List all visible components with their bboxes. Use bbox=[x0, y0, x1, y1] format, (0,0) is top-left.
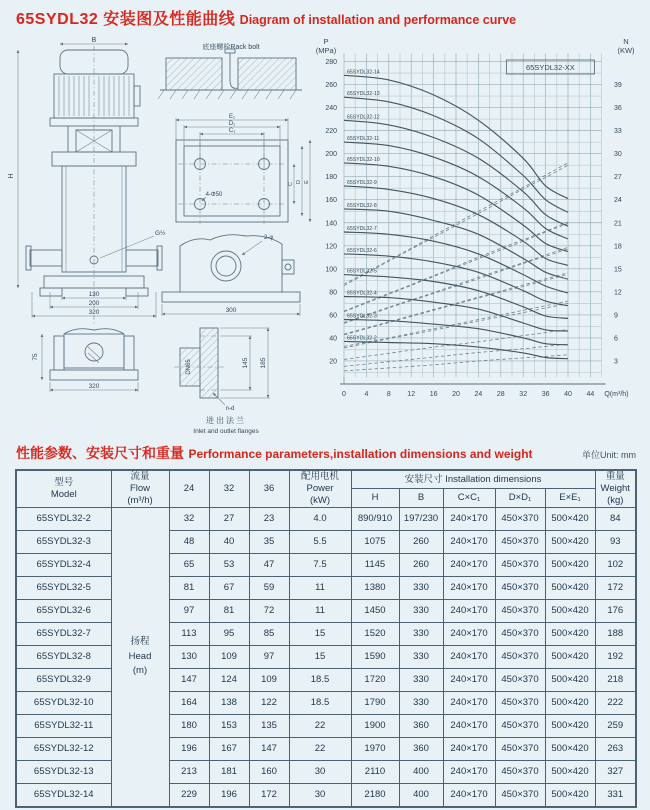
table-cell: 450×370 bbox=[495, 737, 545, 760]
table-cell: 450×370 bbox=[495, 576, 545, 599]
table-cell: 30 bbox=[289, 783, 351, 807]
table-cell: 240×170 bbox=[443, 691, 495, 714]
col-header-flow-en: Flow bbox=[129, 482, 151, 494]
right-axis-tick: 39 bbox=[614, 82, 622, 90]
table-cell: 229 bbox=[169, 783, 209, 807]
dim-label-300: 300 bbox=[225, 307, 237, 314]
table-cell: 2110 bbox=[351, 760, 399, 783]
rack-bolt-detail bbox=[158, 42, 302, 99]
left-axis-tick: 280 bbox=[325, 59, 337, 67]
table-cell: 450×370 bbox=[495, 691, 545, 714]
table-cell: 84 bbox=[595, 507, 636, 530]
flange-section-view bbox=[174, 328, 270, 435]
table-cell: 400 bbox=[399, 760, 443, 783]
table-cell: 11 bbox=[289, 599, 351, 622]
table-row bbox=[16, 645, 636, 668]
table-cell: 450×370 bbox=[495, 507, 545, 530]
x-axis-tick: 24 bbox=[474, 391, 483, 398]
table-cell: 67 bbox=[209, 576, 249, 599]
table-cell: 1075 bbox=[351, 530, 399, 553]
curve-label: 65SYDL32-2 bbox=[347, 335, 377, 342]
table-cell: 259 bbox=[595, 714, 636, 737]
model-cell: 65SYDL32-13 bbox=[16, 760, 111, 783]
table-cell: 500×420 bbox=[545, 783, 595, 807]
x-axis-tick: 40 bbox=[564, 391, 572, 398]
nd-label: n-d bbox=[225, 406, 235, 412]
page-title bbox=[16, 6, 516, 29]
table-cell: 1720 bbox=[351, 668, 399, 691]
x-axis-tick: 28 bbox=[496, 391, 505, 398]
dim-label-e1: E₁ bbox=[228, 114, 236, 120]
table-cell: 240×170 bbox=[443, 622, 495, 645]
table-cell: 15 bbox=[289, 622, 351, 645]
table-cell: 890/910 bbox=[351, 507, 399, 530]
table-cell: 4.0 bbox=[289, 507, 351, 530]
table-cell: 500×420 bbox=[545, 553, 595, 576]
left-axis-tick: 140 bbox=[325, 220, 337, 228]
curve-label: 65SYDL32-11 bbox=[347, 136, 380, 143]
table-cell: 500×420 bbox=[545, 507, 595, 530]
section2-title-zh: 性能参数、安装尺寸和重量 bbox=[16, 445, 184, 461]
col-header-power-zh: 配用电机 bbox=[300, 471, 339, 482]
col-header-dim-h: H bbox=[351, 489, 399, 507]
unit-note: 单位Unit: mm bbox=[581, 450, 636, 460]
x-axis-tick: 12 bbox=[407, 391, 416, 398]
table-cell: 23 bbox=[249, 507, 289, 530]
table-row bbox=[16, 691, 636, 714]
bracket-label: 2-φ bbox=[264, 235, 274, 241]
table-cell: 500×420 bbox=[545, 599, 595, 622]
flange-caption-zh: 进出法兰 bbox=[206, 416, 246, 425]
left-axis-tick: 180 bbox=[325, 174, 337, 182]
table-cell: 330 bbox=[399, 645, 443, 668]
spec-table bbox=[15, 469, 637, 808]
table-cell: 331 bbox=[595, 783, 636, 807]
table-cell: 500×420 bbox=[545, 622, 595, 645]
left-axis-tick: 20 bbox=[329, 358, 337, 366]
table-cell: 11 bbox=[289, 576, 351, 599]
pump-front-view bbox=[8, 37, 166, 326]
right-axis-tick: 36 bbox=[614, 105, 622, 113]
col-header-model-zh: 型号 bbox=[54, 476, 74, 488]
table-cell: 164 bbox=[169, 691, 209, 714]
table-cell: 97 bbox=[169, 599, 209, 622]
right-axis-tick: 30 bbox=[614, 151, 622, 159]
table-row bbox=[16, 622, 636, 645]
table-cell: 2180 bbox=[351, 783, 399, 807]
left-axis-tick: 40 bbox=[329, 335, 337, 343]
col-header-weight-en: Weight bbox=[600, 482, 630, 494]
table-cell: 240×170 bbox=[443, 760, 495, 783]
table-cell: 109 bbox=[209, 645, 249, 668]
curve-label: 65SYDL32-10 bbox=[347, 156, 380, 163]
table-cell: 147 bbox=[249, 737, 289, 760]
left-axis-label: P bbox=[323, 37, 329, 46]
right-axis-tick: 18 bbox=[614, 243, 622, 251]
table-cell: 85 bbox=[249, 622, 289, 645]
table-cell: 181 bbox=[209, 760, 249, 783]
table-cell: 65 bbox=[169, 553, 209, 576]
model-cell: 65SYDL32-3 bbox=[16, 530, 111, 553]
dim-label-130: 130 bbox=[88, 291, 100, 298]
table-cell: 240×170 bbox=[443, 530, 495, 553]
mounting-plate-view bbox=[176, 114, 310, 224]
model-cell: 65SYDL32-10 bbox=[16, 691, 111, 714]
table-cell: 450×370 bbox=[495, 599, 545, 622]
performance-curve-chart bbox=[306, 34, 646, 440]
dim-label-d1: D₁ bbox=[228, 121, 236, 127]
model-cell: 65SYDL32-12 bbox=[16, 737, 111, 760]
table-cell: 240×170 bbox=[443, 714, 495, 737]
right-axis-tick: 15 bbox=[614, 266, 622, 274]
table-cell: 327 bbox=[595, 760, 636, 783]
table-cell: 360 bbox=[399, 714, 443, 737]
col-header-flow-36: 36 bbox=[249, 470, 289, 507]
table-cell: 500×420 bbox=[545, 760, 595, 783]
table-cell: 1520 bbox=[351, 622, 399, 645]
col-header-dim-cxc1: C×C₁ bbox=[443, 489, 495, 507]
dim-label-d: D bbox=[296, 180, 302, 184]
table-row bbox=[16, 507, 636, 530]
rack-bolt-label: 底座螺栓Rack bolt bbox=[202, 44, 260, 51]
table-cell: 450×370 bbox=[495, 530, 545, 553]
table-cell: 240×170 bbox=[443, 576, 495, 599]
curve-label: 65SYDL32-7 bbox=[347, 225, 377, 232]
table-cell: 240×170 bbox=[443, 599, 495, 622]
table-cell: 27 bbox=[209, 507, 249, 530]
dim-label-320-side: 320 bbox=[88, 383, 100, 390]
table-cell: 450×370 bbox=[495, 760, 545, 783]
table-cell: 1380 bbox=[351, 576, 399, 599]
curve-label: 65SYDL32-4 bbox=[347, 290, 377, 297]
dn-label: DN65 bbox=[186, 359, 192, 375]
col-header-dim-dxd1: D×D₁ bbox=[495, 489, 545, 507]
table-cell: 330 bbox=[399, 622, 443, 645]
bracket-view bbox=[162, 235, 300, 316]
table-cell: 122 bbox=[249, 691, 289, 714]
table-cell: 147 bbox=[169, 668, 209, 691]
col-header-flow bbox=[111, 470, 169, 507]
table-cell: 1970 bbox=[351, 737, 399, 760]
section2-title-en: Performance parameters,installation dimensions and weight bbox=[188, 447, 533, 461]
table-cell: 95 bbox=[209, 622, 249, 645]
table-cell: 180 bbox=[169, 714, 209, 737]
table-cell: 30 bbox=[289, 760, 351, 783]
table-cell: 176 bbox=[595, 599, 636, 622]
table-row bbox=[16, 668, 636, 691]
table-cell: 113 bbox=[169, 622, 209, 645]
right-axis-tick: 12 bbox=[614, 289, 622, 297]
x-axis-tick: 4 bbox=[364, 391, 369, 398]
table-cell: 93 bbox=[595, 530, 636, 553]
table-row bbox=[16, 783, 636, 807]
col-header-flow-24: 24 bbox=[169, 470, 209, 507]
dim-label-185: 185 bbox=[260, 357, 267, 369]
table-cell: 138 bbox=[209, 691, 249, 714]
model-cell: 65SYDL32-9 bbox=[16, 668, 111, 691]
table-cell: 500×420 bbox=[545, 576, 595, 599]
table-row bbox=[16, 530, 636, 553]
right-axis-tick: 6 bbox=[614, 335, 618, 343]
model-cell: 65SYDL32-14 bbox=[16, 783, 111, 807]
curve-label: 65SYDL32-12 bbox=[347, 114, 380, 121]
table-cell: 260 bbox=[399, 530, 443, 553]
table-cell: 72 bbox=[249, 599, 289, 622]
table-cell: 7.5 bbox=[289, 553, 351, 576]
thread-label: G½ bbox=[155, 230, 166, 237]
table-cell: 153 bbox=[209, 714, 249, 737]
col-header-power-unit: (kW) bbox=[309, 494, 331, 506]
table-cell: 213 bbox=[169, 760, 209, 783]
curve-label: 65SYDL32-3 bbox=[347, 313, 377, 320]
curve-label: 65SYDL32-9 bbox=[347, 179, 377, 186]
table-cell: 135 bbox=[249, 714, 289, 737]
table-cell: 160 bbox=[249, 760, 289, 783]
x-axis-tick: 32 bbox=[519, 391, 528, 398]
table-cell: 500×420 bbox=[545, 691, 595, 714]
table-cell: 130 bbox=[169, 645, 209, 668]
right-axis-label: N bbox=[623, 37, 629, 46]
col-header-dim-b: B bbox=[399, 489, 443, 507]
col-header-flow-zh: 流量 bbox=[130, 471, 150, 482]
table-cell: 240×170 bbox=[443, 645, 495, 668]
page-title-zh: 65SYDL32 安装图及性能曲线 bbox=[16, 11, 236, 28]
left-axis-label: (MPa) bbox=[315, 46, 337, 55]
table-cell: 192 bbox=[595, 645, 636, 668]
table-cell: 1145 bbox=[351, 553, 399, 576]
table-cell: 22 bbox=[289, 737, 351, 760]
x-axis-tick: 16 bbox=[429, 391, 438, 398]
table-cell: 1900 bbox=[351, 714, 399, 737]
model-box-label: 65SYDL32-XX bbox=[526, 63, 575, 72]
page-title-en: Diagram of installation and performance curve bbox=[239, 13, 517, 27]
dim-label-145: 145 bbox=[242, 357, 249, 369]
table-cell: 81 bbox=[169, 576, 209, 599]
table-cell: 15 bbox=[289, 645, 351, 668]
table-cell: 222 bbox=[595, 691, 636, 714]
table-cell: 500×420 bbox=[545, 668, 595, 691]
installation-drawings bbox=[4, 36, 324, 442]
table-cell: 260 bbox=[399, 553, 443, 576]
table-cell: 172 bbox=[249, 783, 289, 807]
table-cell: 124 bbox=[209, 668, 249, 691]
table-cell: 360 bbox=[399, 737, 443, 760]
table-cell: 500×420 bbox=[545, 737, 595, 760]
left-axis-tick: 160 bbox=[325, 197, 337, 205]
model-cell: 65SYDL32-7 bbox=[16, 622, 111, 645]
table-cell: 240×170 bbox=[443, 737, 495, 760]
table-cell: 330 bbox=[399, 576, 443, 599]
table-cell: 218 bbox=[595, 668, 636, 691]
table-cell: 197/230 bbox=[399, 507, 443, 530]
table-cell: 5.5 bbox=[289, 530, 351, 553]
holes-label: 4-Φ50 bbox=[205, 192, 223, 198]
x-axis-tick: 20 bbox=[452, 391, 460, 398]
col-header-power-en: Power bbox=[306, 482, 334, 494]
dim-label-c1: C₁ bbox=[228, 128, 236, 134]
dim-label-320: 320 bbox=[88, 309, 100, 316]
table-cell: 18.5 bbox=[289, 691, 351, 714]
table-cell: 450×370 bbox=[495, 645, 545, 668]
dim-label-h: H bbox=[8, 173, 15, 179]
left-axis-tick: 220 bbox=[325, 128, 337, 136]
col-header-install-dims: 安装尺寸 Installation dimensions bbox=[351, 470, 595, 489]
table-cell: 81 bbox=[209, 599, 249, 622]
table-cell: 196 bbox=[209, 783, 249, 807]
installation-and-curve-section bbox=[0, 34, 650, 442]
right-axis-tick: 24 bbox=[614, 197, 622, 205]
table-cell: 1590 bbox=[351, 645, 399, 668]
left-axis-tick: 120 bbox=[325, 243, 337, 251]
col-header-flow-32: 32 bbox=[209, 470, 249, 507]
dim-label-200: 200 bbox=[88, 300, 100, 307]
curve-label: 65SYDL32-13 bbox=[347, 91, 380, 98]
table-cell: 47 bbox=[249, 553, 289, 576]
right-axis-tick: 21 bbox=[614, 220, 622, 228]
col-header-weight-unit: (kg) bbox=[607, 494, 624, 506]
col-header-model-en: Model bbox=[50, 488, 77, 500]
table-cell: 18.5 bbox=[289, 668, 351, 691]
table-cell: 330 bbox=[399, 599, 443, 622]
col-header-power bbox=[289, 470, 351, 507]
model-cell: 65SYDL32-2 bbox=[16, 507, 111, 530]
dim-label-75: 75 bbox=[32, 353, 39, 361]
table-cell: 102 bbox=[595, 553, 636, 576]
col-header-model bbox=[16, 470, 111, 507]
right-axis-label: (KW) bbox=[617, 46, 635, 55]
table-cell: 450×370 bbox=[495, 783, 545, 807]
model-cell: 65SYDL32-8 bbox=[16, 645, 111, 668]
table-cell: 40 bbox=[209, 530, 249, 553]
table-cell: 109 bbox=[249, 668, 289, 691]
dim-label-b: B bbox=[91, 37, 97, 44]
dim-label-e: E bbox=[304, 180, 310, 184]
left-axis-tick: 60 bbox=[329, 312, 337, 320]
table-cell: 450×370 bbox=[495, 714, 545, 737]
left-axis-tick: 200 bbox=[325, 151, 337, 159]
x-axis-tick: 0 bbox=[342, 391, 346, 398]
left-axis-tick: 80 bbox=[329, 289, 337, 297]
table-cell: 53 bbox=[209, 553, 249, 576]
table-cell: 32 bbox=[169, 507, 209, 530]
right-axis-tick: 33 bbox=[614, 128, 622, 136]
table-row bbox=[16, 714, 636, 737]
right-axis-tick: 3 bbox=[614, 358, 618, 366]
left-axis-tick: 240 bbox=[325, 105, 337, 113]
right-axis-tick: 9 bbox=[614, 312, 618, 320]
table-cell: 330 bbox=[399, 668, 443, 691]
section2-title bbox=[16, 443, 636, 463]
table-cell: 97 bbox=[249, 645, 289, 668]
table-cell: 263 bbox=[595, 737, 636, 760]
table-row bbox=[16, 737, 636, 760]
table-cell: 35 bbox=[249, 530, 289, 553]
x-axis-tick: 36 bbox=[541, 391, 550, 398]
x-axis-tick: 44 bbox=[586, 391, 595, 398]
col-header-flow-unit: (m³/h) bbox=[127, 494, 153, 506]
head-merged-cell: 扬程 Head (m) bbox=[111, 507, 169, 807]
table-row bbox=[16, 760, 636, 783]
table-cell: 400 bbox=[399, 783, 443, 807]
table-row bbox=[16, 599, 636, 622]
table-cell: 1790 bbox=[351, 691, 399, 714]
model-cell: 65SYDL32-6 bbox=[16, 599, 111, 622]
table-cell: 240×170 bbox=[443, 507, 495, 530]
model-cell: 65SYDL32-4 bbox=[16, 553, 111, 576]
table-cell: 167 bbox=[209, 737, 249, 760]
dim-label-c: C bbox=[288, 182, 294, 186]
flange-caption-en: Inlet and outlet flanges bbox=[193, 428, 259, 435]
table-cell: 196 bbox=[169, 737, 209, 760]
curve-label: 65SYDL32-8 bbox=[347, 202, 377, 209]
table-cell: 500×420 bbox=[545, 530, 595, 553]
model-cell: 65SYDL32-11 bbox=[16, 714, 111, 737]
table-cell: 59 bbox=[249, 576, 289, 599]
curve-label: 65SYDL32-6 bbox=[347, 247, 377, 254]
table-row bbox=[16, 553, 636, 576]
table-row bbox=[16, 576, 636, 599]
table-cell: 450×370 bbox=[495, 553, 545, 576]
table-cell: 450×370 bbox=[495, 622, 545, 645]
table-cell: 172 bbox=[595, 576, 636, 599]
base-side-view bbox=[32, 329, 138, 392]
col-header-dim-exe1: E×E₁ bbox=[545, 489, 595, 507]
x-axis-tick: 8 bbox=[386, 391, 391, 398]
table-cell: 240×170 bbox=[443, 668, 495, 691]
curve-label: 65SYDL32-14 bbox=[347, 69, 380, 76]
table-cell: 48 bbox=[169, 530, 209, 553]
curve-label: 65SYDL32-5 bbox=[347, 268, 377, 275]
table-cell: 188 bbox=[595, 622, 636, 645]
table-cell: 500×420 bbox=[545, 714, 595, 737]
table-cell: 450×370 bbox=[495, 668, 545, 691]
right-axis-tick: 27 bbox=[614, 174, 622, 182]
table-cell: 22 bbox=[289, 714, 351, 737]
col-header-weight-zh: 重量 bbox=[605, 471, 625, 482]
table-cell: 240×170 bbox=[443, 783, 495, 807]
table-cell: 240×170 bbox=[443, 553, 495, 576]
table-cell: 500×420 bbox=[545, 645, 595, 668]
left-axis-tick: 260 bbox=[325, 82, 337, 90]
table-cell: 330 bbox=[399, 691, 443, 714]
model-cell: 65SYDL32-5 bbox=[16, 576, 111, 599]
col-header-weight bbox=[595, 470, 636, 507]
table-cell: 1450 bbox=[351, 599, 399, 622]
table-header-row-1 bbox=[16, 470, 636, 489]
left-axis-tick: 100 bbox=[325, 266, 337, 274]
x-axis-unit-label: Q(m³/h) bbox=[604, 391, 629, 398]
